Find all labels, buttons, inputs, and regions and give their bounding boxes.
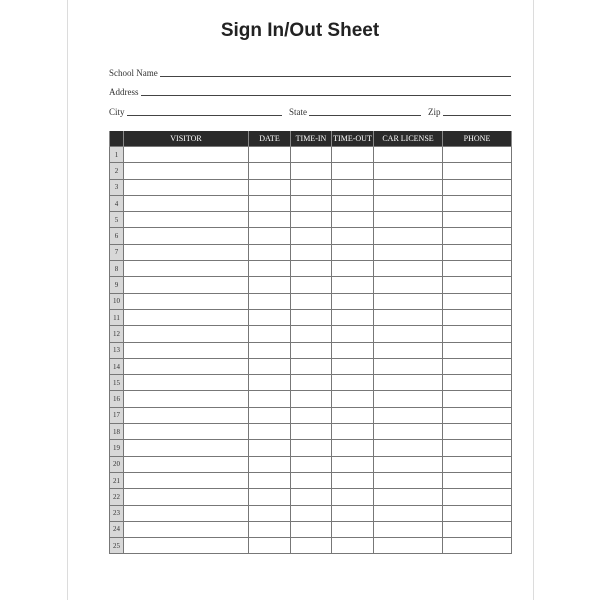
visitor-cell[interactable] [124, 326, 249, 342]
sign-in-table [109, 131, 512, 554]
table-row [110, 489, 512, 505]
page-title: Sign In/Out Sheet [220, 20, 380, 41]
car-license-cell[interactable] [374, 326, 443, 342]
phone-cell[interactable] [443, 163, 512, 179]
zip-line [443, 114, 512, 116]
visitor-cell[interactable] [124, 147, 249, 163]
table-row [110, 147, 512, 163]
column-header-date: DATE [249, 131, 291, 147]
phone-cell[interactable] [443, 358, 512, 374]
time-in-cell[interactable] [291, 472, 332, 488]
phone-cell[interactable] [443, 472, 512, 488]
phone-cell[interactable] [443, 521, 512, 537]
table-body [110, 147, 512, 554]
time-out-cell[interactable] [332, 342, 374, 358]
car-license-cell[interactable] [374, 147, 443, 163]
time-in-cell[interactable] [291, 309, 332, 325]
row-number: 14 [110, 358, 124, 374]
table-row [110, 358, 512, 374]
time-out-cell[interactable] [332, 228, 374, 244]
car-license-cell[interactable] [374, 261, 443, 277]
time-out-cell[interactable] [332, 163, 374, 179]
time-in-cell[interactable] [291, 342, 332, 358]
phone-cell[interactable] [443, 391, 512, 407]
table-row [110, 163, 512, 179]
car-license-cell[interactable] [374, 358, 443, 374]
date-cell[interactable] [249, 456, 291, 472]
row-number: 20 [110, 456, 124, 472]
time-in-cell[interactable] [291, 261, 332, 277]
date-cell[interactable] [249, 472, 291, 488]
date-cell[interactable] [249, 538, 291, 554]
table-row [110, 424, 512, 440]
table-row [110, 277, 512, 293]
car-license-cell[interactable] [374, 375, 443, 391]
row-number: 19 [110, 440, 124, 456]
date-cell[interactable] [249, 195, 291, 211]
city-field[interactable] [109, 105, 282, 117]
time-out-cell[interactable] [332, 538, 374, 554]
row-number: 25 [110, 538, 124, 554]
visitor-cell[interactable] [124, 407, 249, 423]
table-row [110, 244, 512, 260]
column-header-phone: PHONE [443, 131, 512, 147]
row-number: 8 [110, 261, 124, 277]
visitor-cell[interactable] [124, 179, 249, 195]
address-line [141, 94, 512, 96]
phone-cell[interactable] [443, 244, 512, 260]
car-license-cell[interactable] [374, 472, 443, 488]
visitor-cell[interactable] [124, 342, 249, 358]
car-license-cell[interactable] [374, 212, 443, 228]
time-in-cell[interactable] [291, 358, 332, 374]
visitor-cell[interactable] [124, 472, 249, 488]
date-cell[interactable] [249, 375, 291, 391]
table-row [110, 505, 512, 521]
column-header-time-in: TIME-IN [291, 131, 332, 147]
phone-cell[interactable] [443, 342, 512, 358]
car-license-cell[interactable] [374, 342, 443, 358]
time-out-cell[interactable] [332, 358, 374, 374]
visitor-cell[interactable] [124, 521, 249, 537]
phone-cell[interactable] [443, 261, 512, 277]
car-license-cell[interactable] [374, 195, 443, 211]
time-in-cell[interactable] [291, 293, 332, 309]
zip-field[interactable] [428, 105, 511, 117]
table-row [110, 521, 512, 537]
time-out-cell[interactable] [332, 212, 374, 228]
phone-cell[interactable] [443, 538, 512, 554]
time-out-cell[interactable] [332, 440, 374, 456]
row-number: 3 [110, 179, 124, 195]
visitor-cell[interactable] [124, 391, 249, 407]
visitor-cell[interactable] [124, 212, 249, 228]
time-in-cell[interactable] [291, 538, 332, 554]
phone-cell[interactable] [443, 179, 512, 195]
visitor-cell[interactable] [124, 195, 249, 211]
row-number: 5 [110, 212, 124, 228]
time-in-cell[interactable] [291, 521, 332, 537]
row-number: 22 [110, 489, 124, 505]
visitor-cell[interactable] [124, 375, 249, 391]
time-in-cell[interactable] [291, 407, 332, 423]
car-license-cell[interactable] [374, 456, 443, 472]
date-cell[interactable] [249, 505, 291, 521]
zip-label: Zip [428, 107, 441, 117]
table-row [110, 538, 512, 554]
row-number: 16 [110, 391, 124, 407]
visitor-cell[interactable] [124, 293, 249, 309]
table-row [110, 375, 512, 391]
table-row [110, 195, 512, 211]
time-out-cell[interactable] [332, 147, 374, 163]
car-license-cell[interactable] [374, 228, 443, 244]
car-license-cell[interactable] [374, 391, 443, 407]
row-number: 9 [110, 277, 124, 293]
date-cell[interactable] [249, 212, 291, 228]
table-row [110, 179, 512, 195]
time-out-cell[interactable] [332, 489, 374, 505]
table-row [110, 342, 512, 358]
visitor-cell[interactable] [124, 244, 249, 260]
phone-cell[interactable] [443, 212, 512, 228]
visitor-cell[interactable] [124, 505, 249, 521]
table-row [110, 440, 512, 456]
time-in-cell[interactable] [291, 228, 332, 244]
phone-cell[interactable] [443, 293, 512, 309]
row-number: 2 [110, 163, 124, 179]
time-in-cell[interactable] [291, 375, 332, 391]
phone-cell[interactable] [443, 309, 512, 325]
date-cell[interactable] [249, 261, 291, 277]
car-license-cell[interactable] [374, 538, 443, 554]
visitor-cell[interactable] [124, 424, 249, 440]
column-header-time-out: TIME-OUT [332, 131, 374, 147]
row-number: 24 [110, 521, 124, 537]
car-license-cell[interactable] [374, 407, 443, 423]
time-out-cell[interactable] [332, 261, 374, 277]
date-cell[interactable] [249, 326, 291, 342]
phone-cell[interactable] [443, 424, 512, 440]
car-license-cell[interactable] [374, 505, 443, 521]
time-out-cell[interactable] [332, 521, 374, 537]
table-row [110, 326, 512, 342]
table-row [110, 228, 512, 244]
row-number: 4 [110, 195, 124, 211]
row-number: 15 [110, 375, 124, 391]
school-name-label: School Name [109, 68, 158, 78]
column-header-visitor: VISITOR [124, 131, 249, 147]
visitor-cell[interactable] [124, 261, 249, 277]
row-number: 11 [110, 309, 124, 325]
row-number: 10 [110, 293, 124, 309]
phone-cell[interactable] [443, 456, 512, 472]
visitor-cell[interactable] [124, 440, 249, 456]
date-cell[interactable] [249, 407, 291, 423]
visitor-cell[interactable] [124, 277, 249, 293]
state-field[interactable] [289, 105, 421, 117]
row-number: 1 [110, 147, 124, 163]
time-out-cell[interactable] [332, 309, 374, 325]
time-in-cell[interactable] [291, 163, 332, 179]
time-in-cell[interactable] [291, 179, 332, 195]
state-label: State [289, 107, 307, 117]
time-out-cell[interactable] [332, 505, 374, 521]
visitor-cell[interactable] [124, 358, 249, 374]
table-row [110, 212, 512, 228]
date-cell[interactable] [249, 521, 291, 537]
phone-cell[interactable] [443, 505, 512, 521]
city-line [127, 114, 282, 116]
time-in-cell[interactable] [291, 456, 332, 472]
time-out-cell[interactable] [332, 244, 374, 260]
phone-cell[interactable] [443, 277, 512, 293]
car-license-cell[interactable] [374, 179, 443, 195]
date-cell[interactable] [249, 163, 291, 179]
date-cell[interactable] [249, 342, 291, 358]
phone-cell[interactable] [443, 375, 512, 391]
address-label: Address [109, 87, 139, 97]
address-field[interactable] [109, 85, 511, 97]
date-cell[interactable] [249, 489, 291, 505]
time-out-cell[interactable] [332, 326, 374, 342]
date-cell[interactable] [249, 293, 291, 309]
time-out-cell[interactable] [332, 456, 374, 472]
time-out-cell[interactable] [332, 195, 374, 211]
column-header-number [110, 131, 124, 147]
car-license-cell[interactable] [374, 521, 443, 537]
time-out-cell[interactable] [332, 277, 374, 293]
row-number: 12 [110, 326, 124, 342]
table-row [110, 456, 512, 472]
time-out-cell[interactable] [332, 179, 374, 195]
car-license-cell[interactable] [374, 277, 443, 293]
time-in-cell[interactable] [291, 505, 332, 521]
date-cell[interactable] [249, 179, 291, 195]
time-in-cell[interactable] [291, 326, 332, 342]
time-in-cell[interactable] [291, 440, 332, 456]
time-out-cell[interactable] [332, 293, 374, 309]
time-in-cell[interactable] [291, 195, 332, 211]
visitor-cell[interactable] [124, 309, 249, 325]
car-license-cell[interactable] [374, 424, 443, 440]
phone-cell[interactable] [443, 228, 512, 244]
table-row [110, 261, 512, 277]
table-row [110, 309, 512, 325]
row-number: 13 [110, 342, 124, 358]
time-out-cell[interactable] [332, 407, 374, 423]
row-number: 17 [110, 407, 124, 423]
phone-cell[interactable] [443, 326, 512, 342]
row-number: 7 [110, 244, 124, 260]
table-row [110, 472, 512, 488]
date-cell[interactable] [249, 424, 291, 440]
time-out-cell[interactable] [332, 472, 374, 488]
time-out-cell[interactable] [332, 375, 374, 391]
time-out-cell[interactable] [332, 391, 374, 407]
table-row [110, 293, 512, 309]
visitor-cell[interactable] [124, 538, 249, 554]
phone-cell[interactable] [443, 440, 512, 456]
visitor-cell[interactable] [124, 456, 249, 472]
date-cell[interactable] [249, 244, 291, 260]
time-in-cell[interactable] [291, 147, 332, 163]
date-cell[interactable] [249, 147, 291, 163]
date-cell[interactable] [249, 358, 291, 374]
visitor-cell[interactable] [124, 228, 249, 244]
row-number: 6 [110, 228, 124, 244]
school-name-field[interactable] [109, 66, 511, 78]
car-license-cell[interactable] [374, 293, 443, 309]
date-cell[interactable] [249, 440, 291, 456]
time-in-cell[interactable] [291, 391, 332, 407]
phone-cell[interactable] [443, 147, 512, 163]
car-license-cell[interactable] [374, 163, 443, 179]
time-out-cell[interactable] [332, 424, 374, 440]
visitor-cell[interactable] [124, 163, 249, 179]
state-line [309, 114, 421, 116]
city-label: City [109, 107, 125, 117]
time-in-cell[interactable] [291, 424, 332, 440]
column-header-car-license: CAR LICENSE [374, 131, 443, 147]
visitor-cell[interactable] [124, 489, 249, 505]
table-row [110, 407, 512, 423]
row-number: 23 [110, 505, 124, 521]
time-in-cell[interactable] [291, 489, 332, 505]
car-license-cell[interactable] [374, 440, 443, 456]
time-in-cell[interactable] [291, 277, 332, 293]
date-cell[interactable] [249, 228, 291, 244]
car-license-cell[interactable] [374, 489, 443, 505]
phone-cell[interactable] [443, 195, 512, 211]
date-cell[interactable] [249, 391, 291, 407]
time-in-cell[interactable] [291, 244, 332, 260]
date-cell[interactable] [249, 277, 291, 293]
school-name-line [160, 75, 511, 77]
date-cell[interactable] [249, 309, 291, 325]
table-row [110, 391, 512, 407]
car-license-cell[interactable] [374, 244, 443, 260]
table-header-row [110, 131, 512, 147]
time-in-cell[interactable] [291, 212, 332, 228]
car-license-cell[interactable] [374, 309, 443, 325]
row-number: 18 [110, 424, 124, 440]
row-number: 21 [110, 472, 124, 488]
phone-cell[interactable] [443, 407, 512, 423]
phone-cell[interactable] [443, 489, 512, 505]
